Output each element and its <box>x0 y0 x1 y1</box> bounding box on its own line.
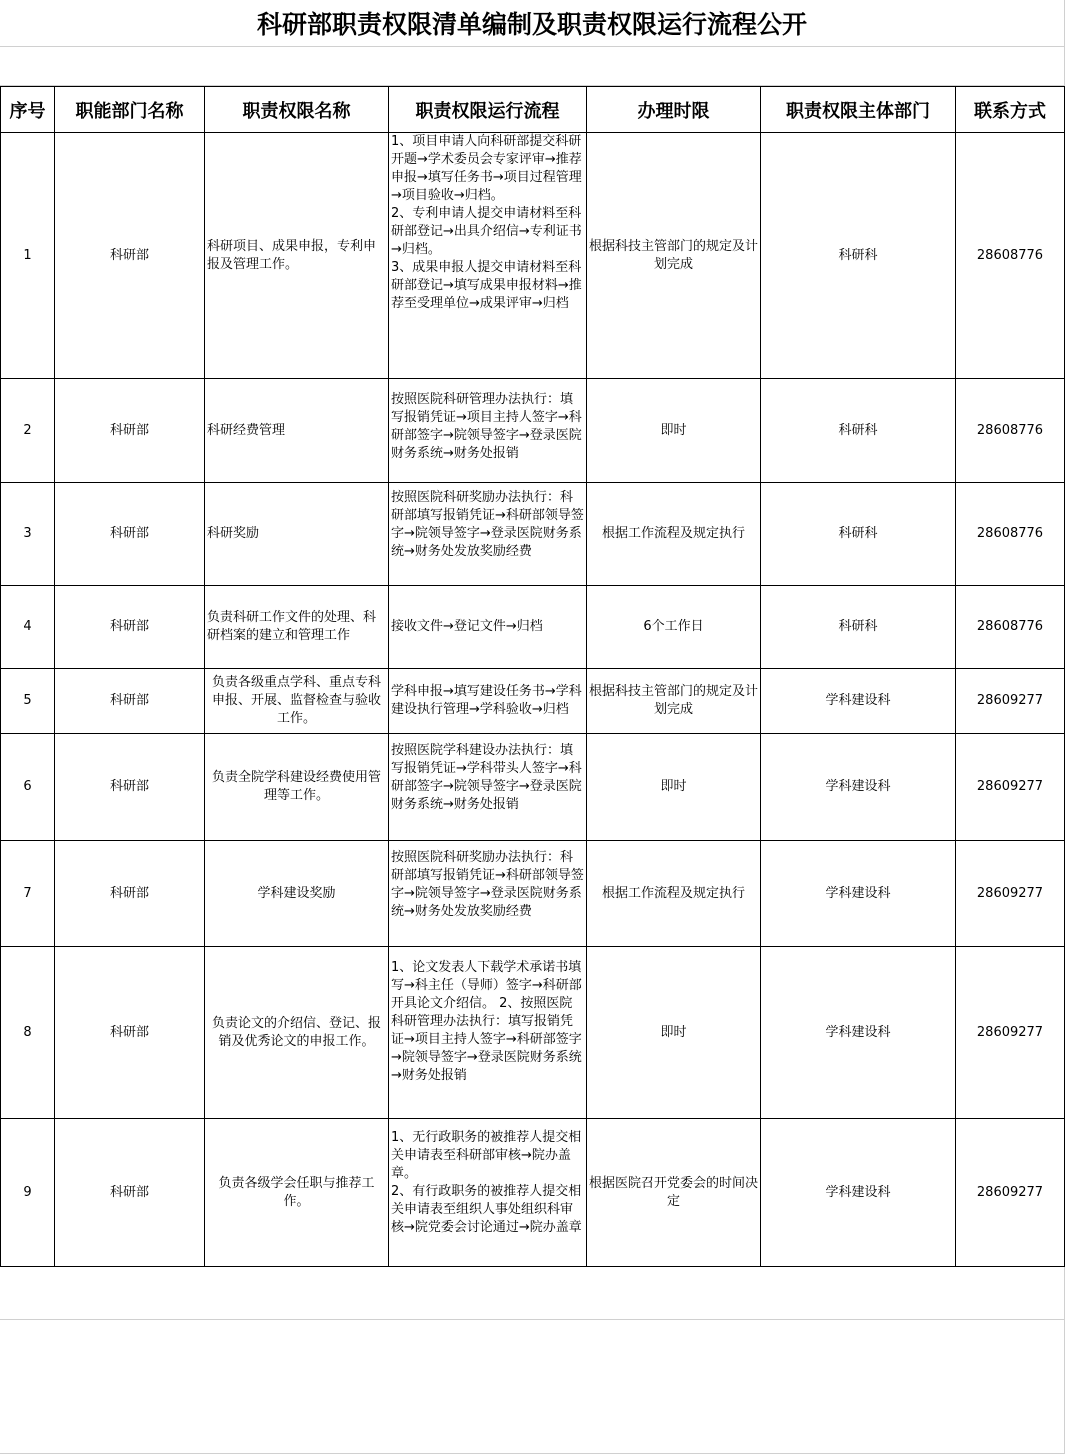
cell-dept: 科研部 <box>55 586 205 669</box>
cell-no: 5 <box>1 669 55 734</box>
cell-flow <box>389 947 587 1119</box>
flow-text: 按照医院学科建设办法执行：填写报销凭证→学科带头人签字→科研部签字→院领导签字→登录医院财务系统→财务处报销 <box>391 743 582 812</box>
cell-contact: 28608776 <box>956 586 1065 669</box>
header-limit: 办理时限 <box>587 87 761 133</box>
cell-dept: 科研部 <box>55 841 205 947</box>
cell-limit: 根据科技主管部门的规定及计划完成 <box>587 669 761 734</box>
cell-name: 科研项目、成果申报，专利申报及管理工作。 <box>205 133 389 379</box>
responsibility-table <box>0 86 1065 1267</box>
cell-owner: 科研科 <box>761 586 956 669</box>
cell-no: 3 <box>1 483 55 586</box>
cell-contact: 28608776 <box>956 483 1065 586</box>
cell-name: 负责各级学会任职与推荐工作。 <box>205 1119 389 1267</box>
page-title: 科研部职责权限清单编制及职责权限运行流程公开 <box>0 0 1064 47</box>
cell-limit: 即时 <box>587 947 761 1119</box>
blank-row <box>0 1269 1064 1320</box>
cell-name: 负责论文的介绍信、登记、报销及优秀论文的申报工作。 <box>205 947 389 1119</box>
cell-owner: 科研科 <box>761 379 956 483</box>
cell-limit: 即时 <box>587 734 761 841</box>
cell-name: 学科建设奖励 <box>205 841 389 947</box>
cell-dept: 科研部 <box>55 483 205 586</box>
flow-text: 1、项目申请人向科研部提交科研开题→学术委员会专家评审→推荐申报→填写任务书→项目过程管理→项目验收→归档。 2、专利申请人提交申请材料至科研部登记→出具介绍信→专利证书→归档。 3、成果申报人提交申请材料至科研部登记→填写成果申报材料→推荐至受理单位→成果评审→归档 <box>391 134 582 311</box>
cell-no: 4 <box>1 586 55 669</box>
header-dept: 职能部门名称 <box>55 87 205 133</box>
cell-name: 科研经费管理 <box>205 379 389 483</box>
cell-flow <box>389 1119 587 1267</box>
table-row <box>1 841 1065 947</box>
cell-flow: 接收文件→登记文件→归档 <box>389 586 587 669</box>
cell-dept: 科研部 <box>55 379 205 483</box>
cell-limit: 6个工作日 <box>587 586 761 669</box>
cell-limit: 根据工作流程及规定执行 <box>587 483 761 586</box>
flow-text: 1、论文发表人下载学术承诺书填写→科主任（导师）签字→科研部开具论文介绍信。 2、按照医院科研管理办法执行：填写报销凭证→项目主持人签字→科研部签字→院领导签字→登录医院财务系统→财务处报销 <box>391 960 582 1083</box>
cell-contact: 28609277 <box>956 841 1065 947</box>
table-row <box>1 586 1065 669</box>
cell-limit: 根据医院召开党委会的时间决定 <box>587 1119 761 1267</box>
table-header-row <box>1 87 1065 133</box>
cell-owner: 学科建设科 <box>761 947 956 1119</box>
cell-no: 7 <box>1 841 55 947</box>
header-name: 职责权限名称 <box>205 87 389 133</box>
cell-dept: 科研部 <box>55 133 205 379</box>
flow-text: 按照医院科研管理办法执行：填写报销凭证→项目主持人签字→科研部签字→院领导签字→登录医院财务系统→财务处报销 <box>391 392 582 461</box>
table-row <box>1 379 1065 483</box>
cell-owner: 学科建设科 <box>761 1119 956 1267</box>
cell-name: 科研奖励 <box>205 483 389 586</box>
cell-flow <box>389 133 587 379</box>
table-row <box>1 669 1065 734</box>
table-row <box>1 734 1065 841</box>
cell-limit: 根据科技主管部门的规定及计划完成 <box>587 133 761 379</box>
cell-dept: 科研部 <box>55 1119 205 1267</box>
table-row <box>1 483 1065 586</box>
cell-contact: 28609277 <box>956 734 1065 841</box>
cell-limit: 根据工作流程及规定执行 <box>587 841 761 947</box>
cell-flow: 学科申报→填写建设任务书→学科建设执行管理→学科验收→归档 <box>389 669 587 734</box>
table-row <box>1 133 1065 379</box>
cell-owner: 学科建设科 <box>761 841 956 947</box>
cell-contact: 28609277 <box>956 1119 1065 1267</box>
header-flow: 职责权限运行流程 <box>389 87 587 133</box>
cell-contact: 28609277 <box>956 947 1065 1119</box>
cell-contact: 28608776 <box>956 133 1065 379</box>
flow-text: 1、无行政职务的被推荐人提交相关申请表至科研部审核→院办盖章。 2、有行政职务的被推荐人提交相关申请表至组织人事处组织科审核→院党委会讨论通过→院办盖章 <box>391 1130 582 1235</box>
cell-owner: 学科建设科 <box>761 669 956 734</box>
cell-owner: 学科建设科 <box>761 734 956 841</box>
cell-dept: 科研部 <box>55 947 205 1119</box>
cell-dept: 科研部 <box>55 669 205 734</box>
cell-flow <box>389 483 587 586</box>
table-row <box>1 1119 1065 1267</box>
cell-flow <box>389 734 587 841</box>
header-no: 序号 <box>1 87 55 133</box>
header-owner: 职责权限主体部门 <box>761 87 956 133</box>
cell-no: 1 <box>1 133 55 379</box>
cell-limit: 即时 <box>587 379 761 483</box>
cell-no: 2 <box>1 379 55 483</box>
cell-no: 9 <box>1 1119 55 1267</box>
cell-name: 负责全院学科建设经费使用管理等工作。 <box>205 734 389 841</box>
cell-flow <box>389 841 587 947</box>
cell-no: 8 <box>1 947 55 1119</box>
cell-dept: 科研部 <box>55 734 205 841</box>
cell-owner: 科研科 <box>761 133 956 379</box>
cell-owner: 科研科 <box>761 483 956 586</box>
cell-contact: 28608776 <box>956 379 1065 483</box>
cell-no: 6 <box>1 734 55 841</box>
table-row <box>1 947 1065 1119</box>
header-contact: 联系方式 <box>956 87 1065 133</box>
cell-name: 负责各级重点学科、重点专科申报、开展、监督检查与验收工作。 <box>205 669 389 734</box>
flow-text: 按照医院科研奖励办法执行：科研部填写报销凭证→科研部领导签字→院领导签字→登录医院财务系统→财务处发放奖励经费 <box>391 850 584 919</box>
cell-flow <box>389 379 587 483</box>
flow-text: 按照医院科研奖励办法执行：科研部填写报销凭证→科研部领导签字→院领导签字→登录医院财务系统→财务处发放奖励经费 <box>391 490 584 559</box>
blank-row <box>0 47 1064 86</box>
cell-name: 负责科研工作文件的处理、科研档案的建立和管理工作 <box>205 586 389 669</box>
cell-contact: 28609277 <box>956 669 1065 734</box>
